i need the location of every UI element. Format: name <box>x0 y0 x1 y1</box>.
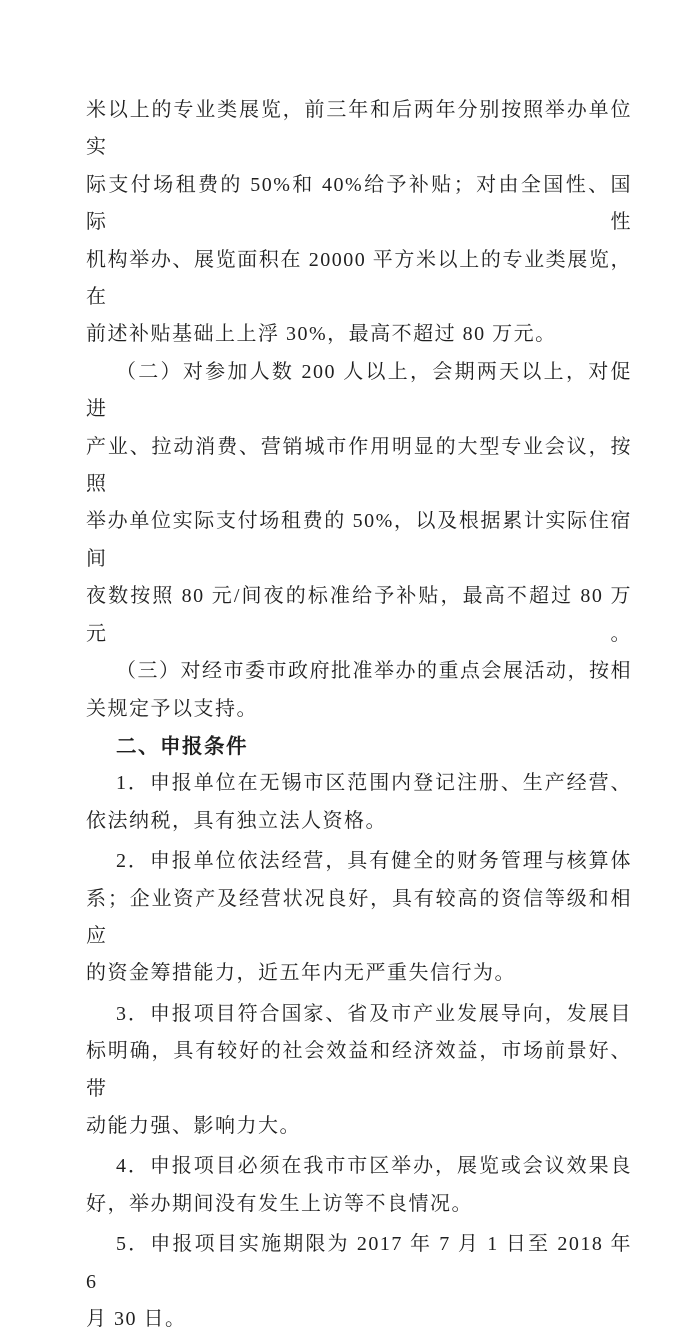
body-line: 标明确，具有较好的社会效益和经济效益，市场前景好、带 <box>86 1040 632 1100</box>
body-line: 产业、拉动消费、营销城市作用明显的大型专业会议，按照 <box>86 435 632 496</box>
section-heading: 二、申报条件 <box>116 734 248 758</box>
body-line: 举办单位实际支付场租费的 50%，以及根据累计实际住宿间 <box>86 510 632 570</box>
body-line: 前述补贴基础上上浮 30%，最高不超过 80 万元。 <box>86 323 557 346</box>
body-line: 关规定予以支持。 <box>86 697 258 720</box>
body-line: 3．申报项目符合国家、省及市产业发展导向，发展目 <box>116 1002 632 1025</box>
body-line: 4．申报项目必须在我市市区举办，展览或会议效果良 <box>116 1155 632 1178</box>
document-body <box>86 92 632 1338</box>
paragraph-condition-5 <box>86 1226 632 1338</box>
body-line: 月 30 日。 <box>86 1308 187 1330</box>
body-line: 的资金筹措能力，近五年内无严重失信行为。 <box>86 962 516 985</box>
body-line: （二）对参加人数 200 人以上，会期两天以上，对促进 <box>86 360 632 421</box>
body-line: 夜数按照 80 元/间夜的标准给予补贴，最高不超过 80 万元。 <box>86 585 632 645</box>
body-line: 5．申报项目实施期限为 2017 年 7 月 1 日至 2018 年 6 <box>86 1233 632 1293</box>
paragraph-condition-4 <box>86 1148 632 1223</box>
body-line: 米以上的专业类展览，前三年和后两年分别按照举办单位实 <box>86 99 632 159</box>
paragraph-conference-subsidy <box>86 354 632 653</box>
body-line: 机构举办、展览面积在 20000 平方米以上的专业类展览，在 <box>86 248 632 309</box>
paragraph-condition-3 <box>86 996 632 1146</box>
body-line: （三）对经市委市政府批准举办的重点会展活动，按相 <box>116 660 632 683</box>
body-line: 际支付场租费的 50%和 40%给予补贴；对由全国性、国际性 <box>86 173 632 234</box>
paragraph-condition-1 <box>86 765 632 840</box>
body-line: 2．申报单位依法经营，具有健全的财务管理与核算体 <box>116 850 632 873</box>
paragraph-condition-2 <box>86 843 632 993</box>
body-line: 依法纳税，具有独立法人资格。 <box>86 809 387 832</box>
body-line: 好，举办期间没有发生上访等不良情况。 <box>86 1192 473 1215</box>
paragraph-exhibition-subsidy <box>86 92 632 354</box>
paragraph-key-events <box>86 653 632 728</box>
body-line: 1．申报单位在无锡市区范围内登记注册、生产经营、 <box>116 772 632 795</box>
body-line: 动能力强、影响力大。 <box>86 1114 301 1137</box>
body-line: 系；企业资产及经营状况良好，具有较高的资信等级和相应 <box>86 887 632 947</box>
